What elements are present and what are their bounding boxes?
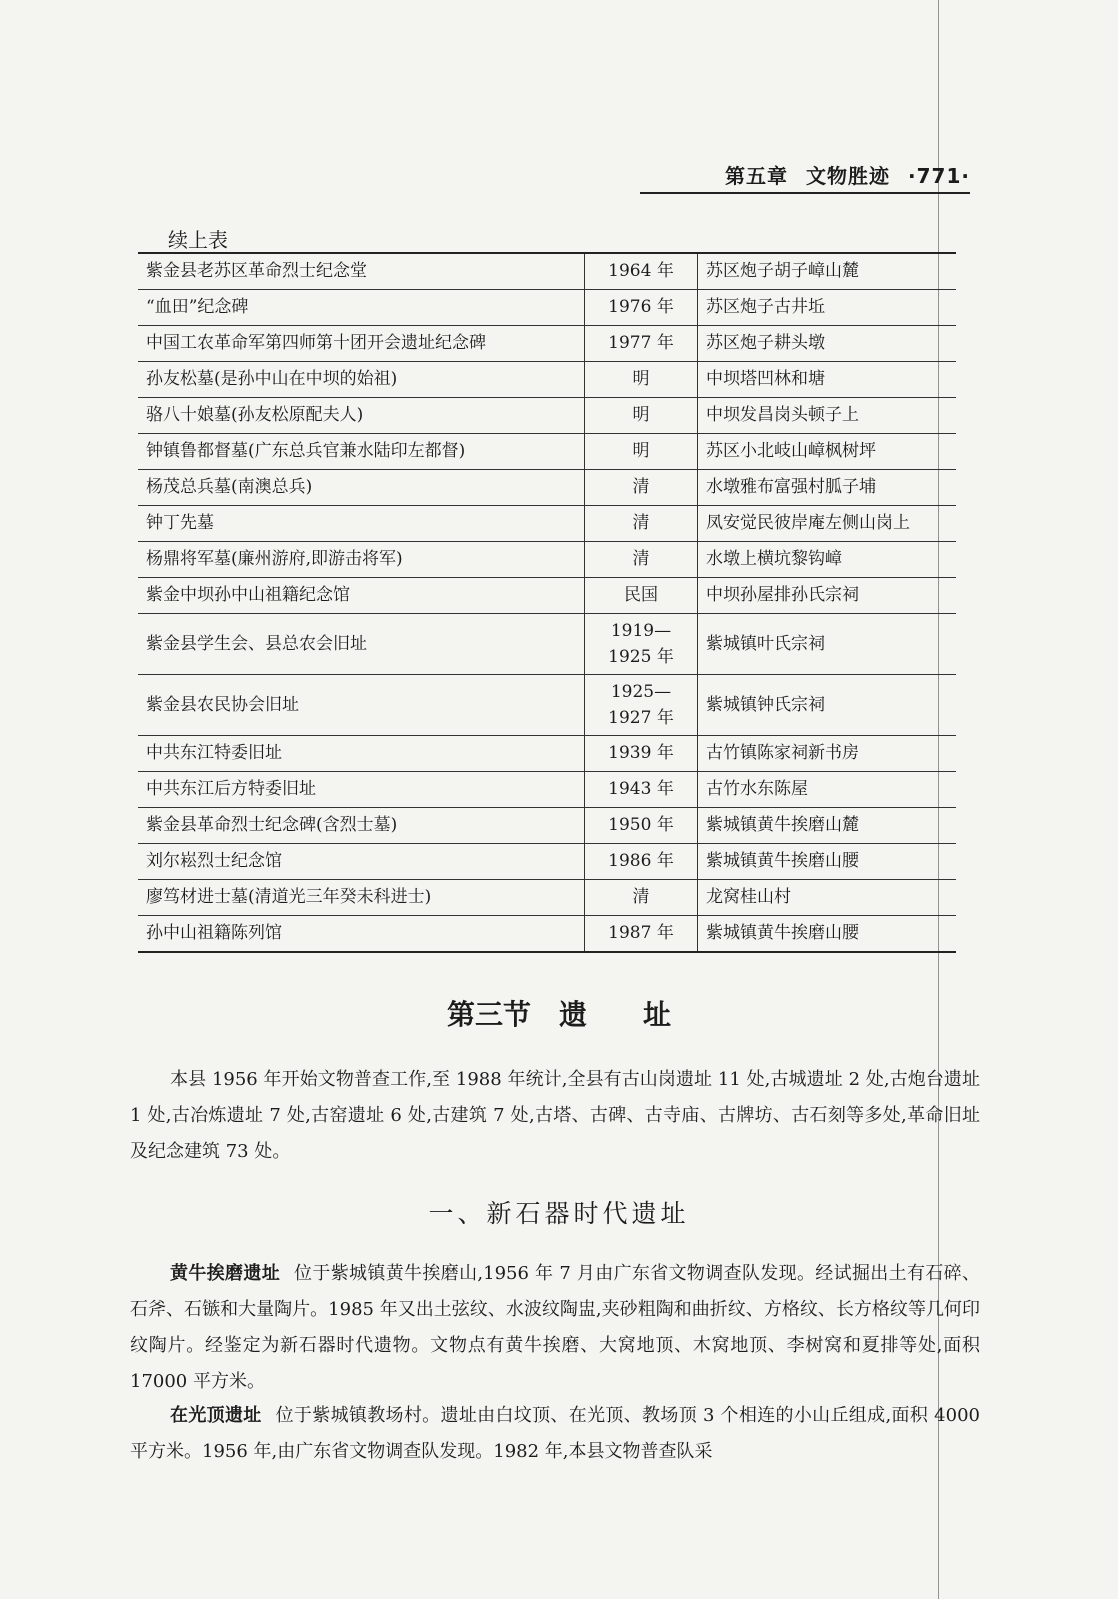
site-date: 1987 年 [585,916,698,953]
site-name: 紫金县农民协会旧址 [138,675,585,736]
table-row [138,470,956,506]
site-date-line: 1919— [610,620,672,641]
site-date [585,675,698,736]
site-date: 清 [585,880,698,916]
site-date: 1964 年 [585,253,698,290]
section-title [0,993,1118,1033]
site-entry-paragraph [130,1398,980,1470]
site-date [585,614,698,675]
site-date: 1977 年 [585,326,698,362]
running-head [640,160,970,189]
table-row [138,253,956,290]
site-location: 凤安觉民彼岸庵左侧山岗上 [698,506,957,542]
site-entry-paragraph [130,1256,980,1400]
table-row [138,844,956,880]
site-name: 紫金县老苏区革命烈士纪念堂 [138,253,585,290]
site-date: 1986 年 [585,844,698,880]
site-name: 孙中山祖籍陈列馆 [138,916,585,953]
site-name: 中共东江后方特委旧址 [138,772,585,808]
table-row [138,290,956,326]
site-name: 紫金中坝孙中山祖籍纪念馆 [138,578,585,614]
site-location: 苏区炮子胡子嶂山麓 [698,253,957,290]
site-date-line: 1925— [610,681,672,702]
site-name: “血田”纪念碑 [138,290,585,326]
subsection-title: 一、新石器时代遗址 [428,1199,690,1228]
site-location: 紫城镇钟氏宗祠 [698,675,957,736]
table-row [138,916,956,953]
site-location: 苏区炮子耕头墩 [698,326,957,362]
site-date: 1976 年 [585,290,698,326]
site-date-line: 1925 年 [608,647,674,667]
site-name: 刘尔崧烈士纪念馆 [138,844,585,880]
site-date: 1939 年 [585,736,698,772]
table-row [138,362,956,398]
site-date: 明 [585,398,698,434]
site-date: 清 [585,506,698,542]
site-date: 明 [585,434,698,470]
table-row [138,808,956,844]
site-location: 古竹镇陈家祠新书房 [698,736,957,772]
site-entry-heading: 在光顶遗址 [170,1405,262,1426]
site-location: 紫城镇黄牛挨磨山麓 [698,808,957,844]
site-location: 中坝孙屋排孙氏宗祠 [698,578,957,614]
site-name: 中国工农革命军第四师第十团开会遗址纪念碑 [138,326,585,362]
site-entry-text: 位于紫城镇黄牛挨磨山,1956 年 7 月由广东省文物调查队发现。经试掘出土有石碎、石斧、石镞和大量陶片。1985 年又出土弦纹、水波纹陶盅,夹砂粗陶和曲折纹、方格纹、长方格纹等几何印纹陶片。经鉴定为新石器时代遗物。文物点有黄牛挨磨、大窝地顶、木窝地顶、李树窝和夏排等处,面积 17000 平方米。 [130,1263,980,1392]
table-row [138,542,956,578]
heritage-sites-table [138,252,956,953]
site-location: 古竹水东陈屋 [698,772,957,808]
site-name: 钟镇鲁都督墓(广东总兵官兼水陆印左都督) [138,434,585,470]
section-title-char: 址 [643,998,672,1031]
table-row [138,578,956,614]
chapter-number: 第五章 [725,164,789,188]
site-date-line: 1927 年 [608,708,674,728]
table-row [138,326,956,362]
site-date: 明 [585,362,698,398]
site-name: 孙友松墓(是孙中山在中坝的始祖) [138,362,585,398]
site-name: 杨鼎将军墓(廉州游府,即游击将军) [138,542,585,578]
site-name: 紫金县学生会、县总农会旧址 [138,614,585,675]
site-name: 杨茂总兵墓(南澳总兵) [138,470,585,506]
chapter-title: 文物胜迹 [806,164,891,188]
site-location: 中坝塔凹林和塘 [698,362,957,398]
table-row [138,434,956,470]
table-row [138,398,956,434]
table-row [138,506,956,542]
site-location: 苏区小北岐山嶂枫树坪 [698,434,957,470]
section-title-char: 遗 [558,998,587,1031]
site-location: 苏区炮子古井坵 [698,290,957,326]
site-location: 紫城镇叶氏宗祠 [698,614,957,675]
site-entry-text: 位于紫城镇教场村。遗址由白坟顶、在光顶、教场顶 3 个相连的小山丘组成,面积 4000 平方米。1956 年,由广东省文物调查队发现。1982 年,本县文物普查队采 [130,1405,980,1462]
site-name: 钟丁先墓 [138,506,585,542]
site-name: 中共东江特委旧址 [138,736,585,772]
site-entry-heading: 黄牛挨磨遗址 [170,1263,281,1284]
table-row [138,880,956,916]
page-number: ·771· [908,164,970,188]
table-row [138,675,956,736]
site-location: 龙窝桂山村 [698,880,957,916]
site-date: 1943 年 [585,772,698,808]
site-date: 民国 [585,578,698,614]
site-name: 廖笃材进士墓(清道光三年癸未科进士) [138,880,585,916]
site-location: 水墩雅布富强村胍子埔 [698,470,957,506]
site-date: 1950 年 [585,808,698,844]
site-location: 水墩上横坑黎钩嶂 [698,542,957,578]
table-row [138,772,956,808]
site-name: 骆八十娘墓(孙友松原配夫人) [138,398,585,434]
site-date: 清 [585,542,698,578]
site-name: 紫金县革命烈士纪念碑(含烈士墓) [138,808,585,844]
header-rule [640,192,970,194]
table-row [138,736,956,772]
table-row [138,614,956,675]
site-location: 紫城镇黄牛挨磨山腰 [698,916,957,953]
section-number: 第三节 [446,998,531,1031]
section-intro-paragraph: 本县 1956 年开始文物普查工作,至 1988 年统计,全县有古山岗遗址 11 处,古城遗址 2 处,古炮台遗址 1 处,古冶炼遗址 7 处,古窑遗址 6 处,古建筑 7 处,古塔、古碑、古寺庙、古牌坊、古石刻等多处,革命旧址及纪念建筑 73 处。 [130,1069,980,1162]
site-location: 中坝发昌岗头顿子上 [698,398,957,434]
site-location: 紫城镇黄牛挨磨山腰 [698,844,957,880]
site-date: 清 [585,470,698,506]
table-continued-label: 续上表 [168,228,228,252]
